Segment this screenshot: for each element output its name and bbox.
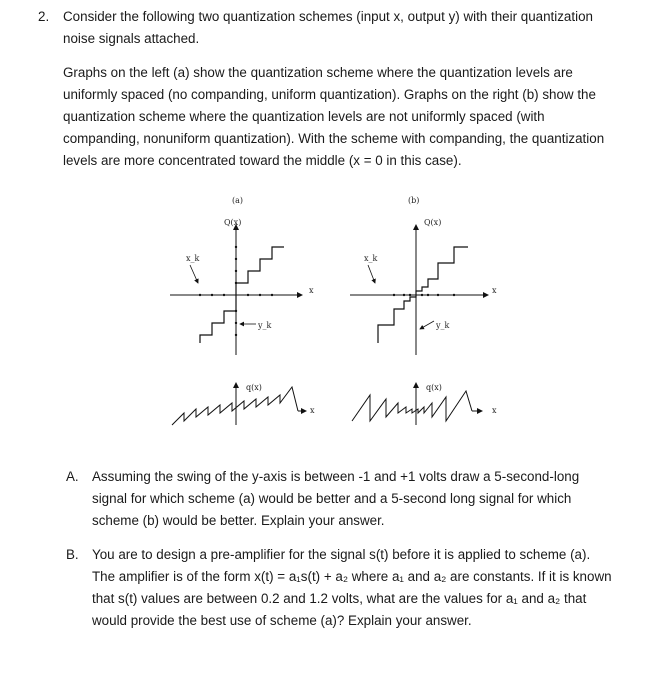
noise-sawtooth-b <box>352 391 472 421</box>
qx-noise-label-b: q(x) <box>426 383 442 392</box>
noise-x-label-b: x <box>492 406 497 415</box>
x-label-a: x <box>309 286 314 295</box>
yk-label-b: y_k <box>436 321 450 330</box>
qx-noise-label-a: q(x) <box>246 383 262 392</box>
label-a: (a) <box>232 196 244 205</box>
noise-sawtooth-a <box>172 387 298 425</box>
yk-label-a: y_k <box>258 321 272 330</box>
quantization-figure <box>160 185 500 455</box>
noise-x-label-a: x <box>310 406 315 415</box>
label-b: (b) <box>408 196 420 205</box>
qx-label-b: Q(x) <box>424 218 442 227</box>
qx-label-a: Q(x) <box>224 218 242 227</box>
part-a-label: A. <box>66 469 79 484</box>
xk-label-b: x_k <box>364 254 378 263</box>
question-intro: Consider the following two quantization schemes (input x, output y) with their quantization noise signals attached. <box>63 9 593 46</box>
part-a-text: Assuming the swing of the y-axis is between -1 and +1 volts draw a 5-second-long signal for which scheme (a) would be better and a 5-second long signal for which scheme (b) would be better. Explain your answer. <box>92 469 580 528</box>
part-b-text: You are to design a pre-amplifier for the signal s(t) before it is applied to scheme (a). The amplifier is of the form x(t) = a₁s(t) + a₂ where a₁ and a₂ are constants. If it is known that s(t) values are between 0.2 and 1.2 volts, what are the values for a₁ and a₂ that would provide the best use of scheme (a)? Explain your answer. <box>92 547 612 628</box>
x-label-b: x <box>492 286 497 295</box>
axes-b <box>350 225 488 355</box>
question-paragraph: Graphs on the left (a) show the quantization scheme where the quantization levels are uniformly spaced (no companding, uniform quantization). Graphs on the right (b) show the quantization scheme where the quantization levels are not uniformly spaced (with companding, nonuniform quantization). With the scheme with companding, the quantization levels are more concentrated toward the middle (x = 0 in this case). <box>63 65 605 168</box>
part-b-label: B. <box>66 547 79 562</box>
xk-label-a: x_k <box>186 254 200 263</box>
question-number: 2. <box>38 9 50 24</box>
